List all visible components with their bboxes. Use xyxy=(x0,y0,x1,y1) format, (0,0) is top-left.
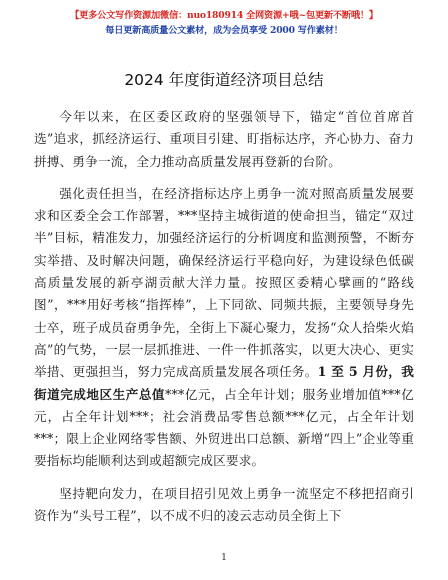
paragraph-intro: 今年以来，在区委区政府的坚强领导下，锚定“首位首席首选”追求，抓经济运行、重项目引建、盯指标达序，齐心协力、奋力拼搏、勇争一流，全力推动高质量发展再登新的台阶。 xyxy=(34,109,414,169)
paragraph-responsibility xyxy=(34,183,414,473)
promo-banner-line-1[interactable]: 【更多公文写作资源加微信：nuo180914 全网资源+哦~包更新不断哦！】 xyxy=(70,10,378,21)
paragraph-responsibility-text-tail: ***亿元，占全年计划；服务业增加值***亿元，占全年计划***；社会消费品零售总额***亿元，占全年计划***；限上企业网络零售额、外贸进出口总额、新增“四上”企业等重要指标均能顺利达到或超额完成区要求。 xyxy=(34,386,415,469)
paragraph-projects: 坚持靶向发力，在项目招引见效上勇争一流坚定不移把招商引资作为“头号工程”，以不成不归的凌云志动员全街上下 xyxy=(34,485,414,524)
paragraph-responsibility-text: 强化责任担当，在经济指标达序上勇争一流对照高质量发展要求和区委全会工作部署，***坚持主城街道的使命担当，锚定“双过半”目标，精准发力，加强经济运行的分析调度和监测预警，不断夯实举措、及时解决问题，确保经济运行平稳向好，为建设绿色低碳高质量发展的新亭湖贡献大洋力量。按照区委精心擘画的“路线图”，***用好考核“指挥棒”，上下同欲、同频共振，主要领导身先士卒，班子成员奋勇争先，全街上下凝心聚力，发扬“众人拾柴火焰高”的气势，一层一层抓推进、一件一件抓落实，以更大决心、更实举措、更强担当，努力完成高质量发展各项任务。 xyxy=(34,185,414,380)
paragraph-responsibility-highlight: 1 至 5 月份，我街道完成地区生产总值 xyxy=(34,364,414,402)
page-number: 1 xyxy=(220,552,228,563)
promo-banner-line-2[interactable]: 每日更新高质量公文素材，成为会员享受 2000 写作素材！ xyxy=(105,25,343,36)
document-title: 2024 年度街道经济项目总结 xyxy=(124,71,324,89)
